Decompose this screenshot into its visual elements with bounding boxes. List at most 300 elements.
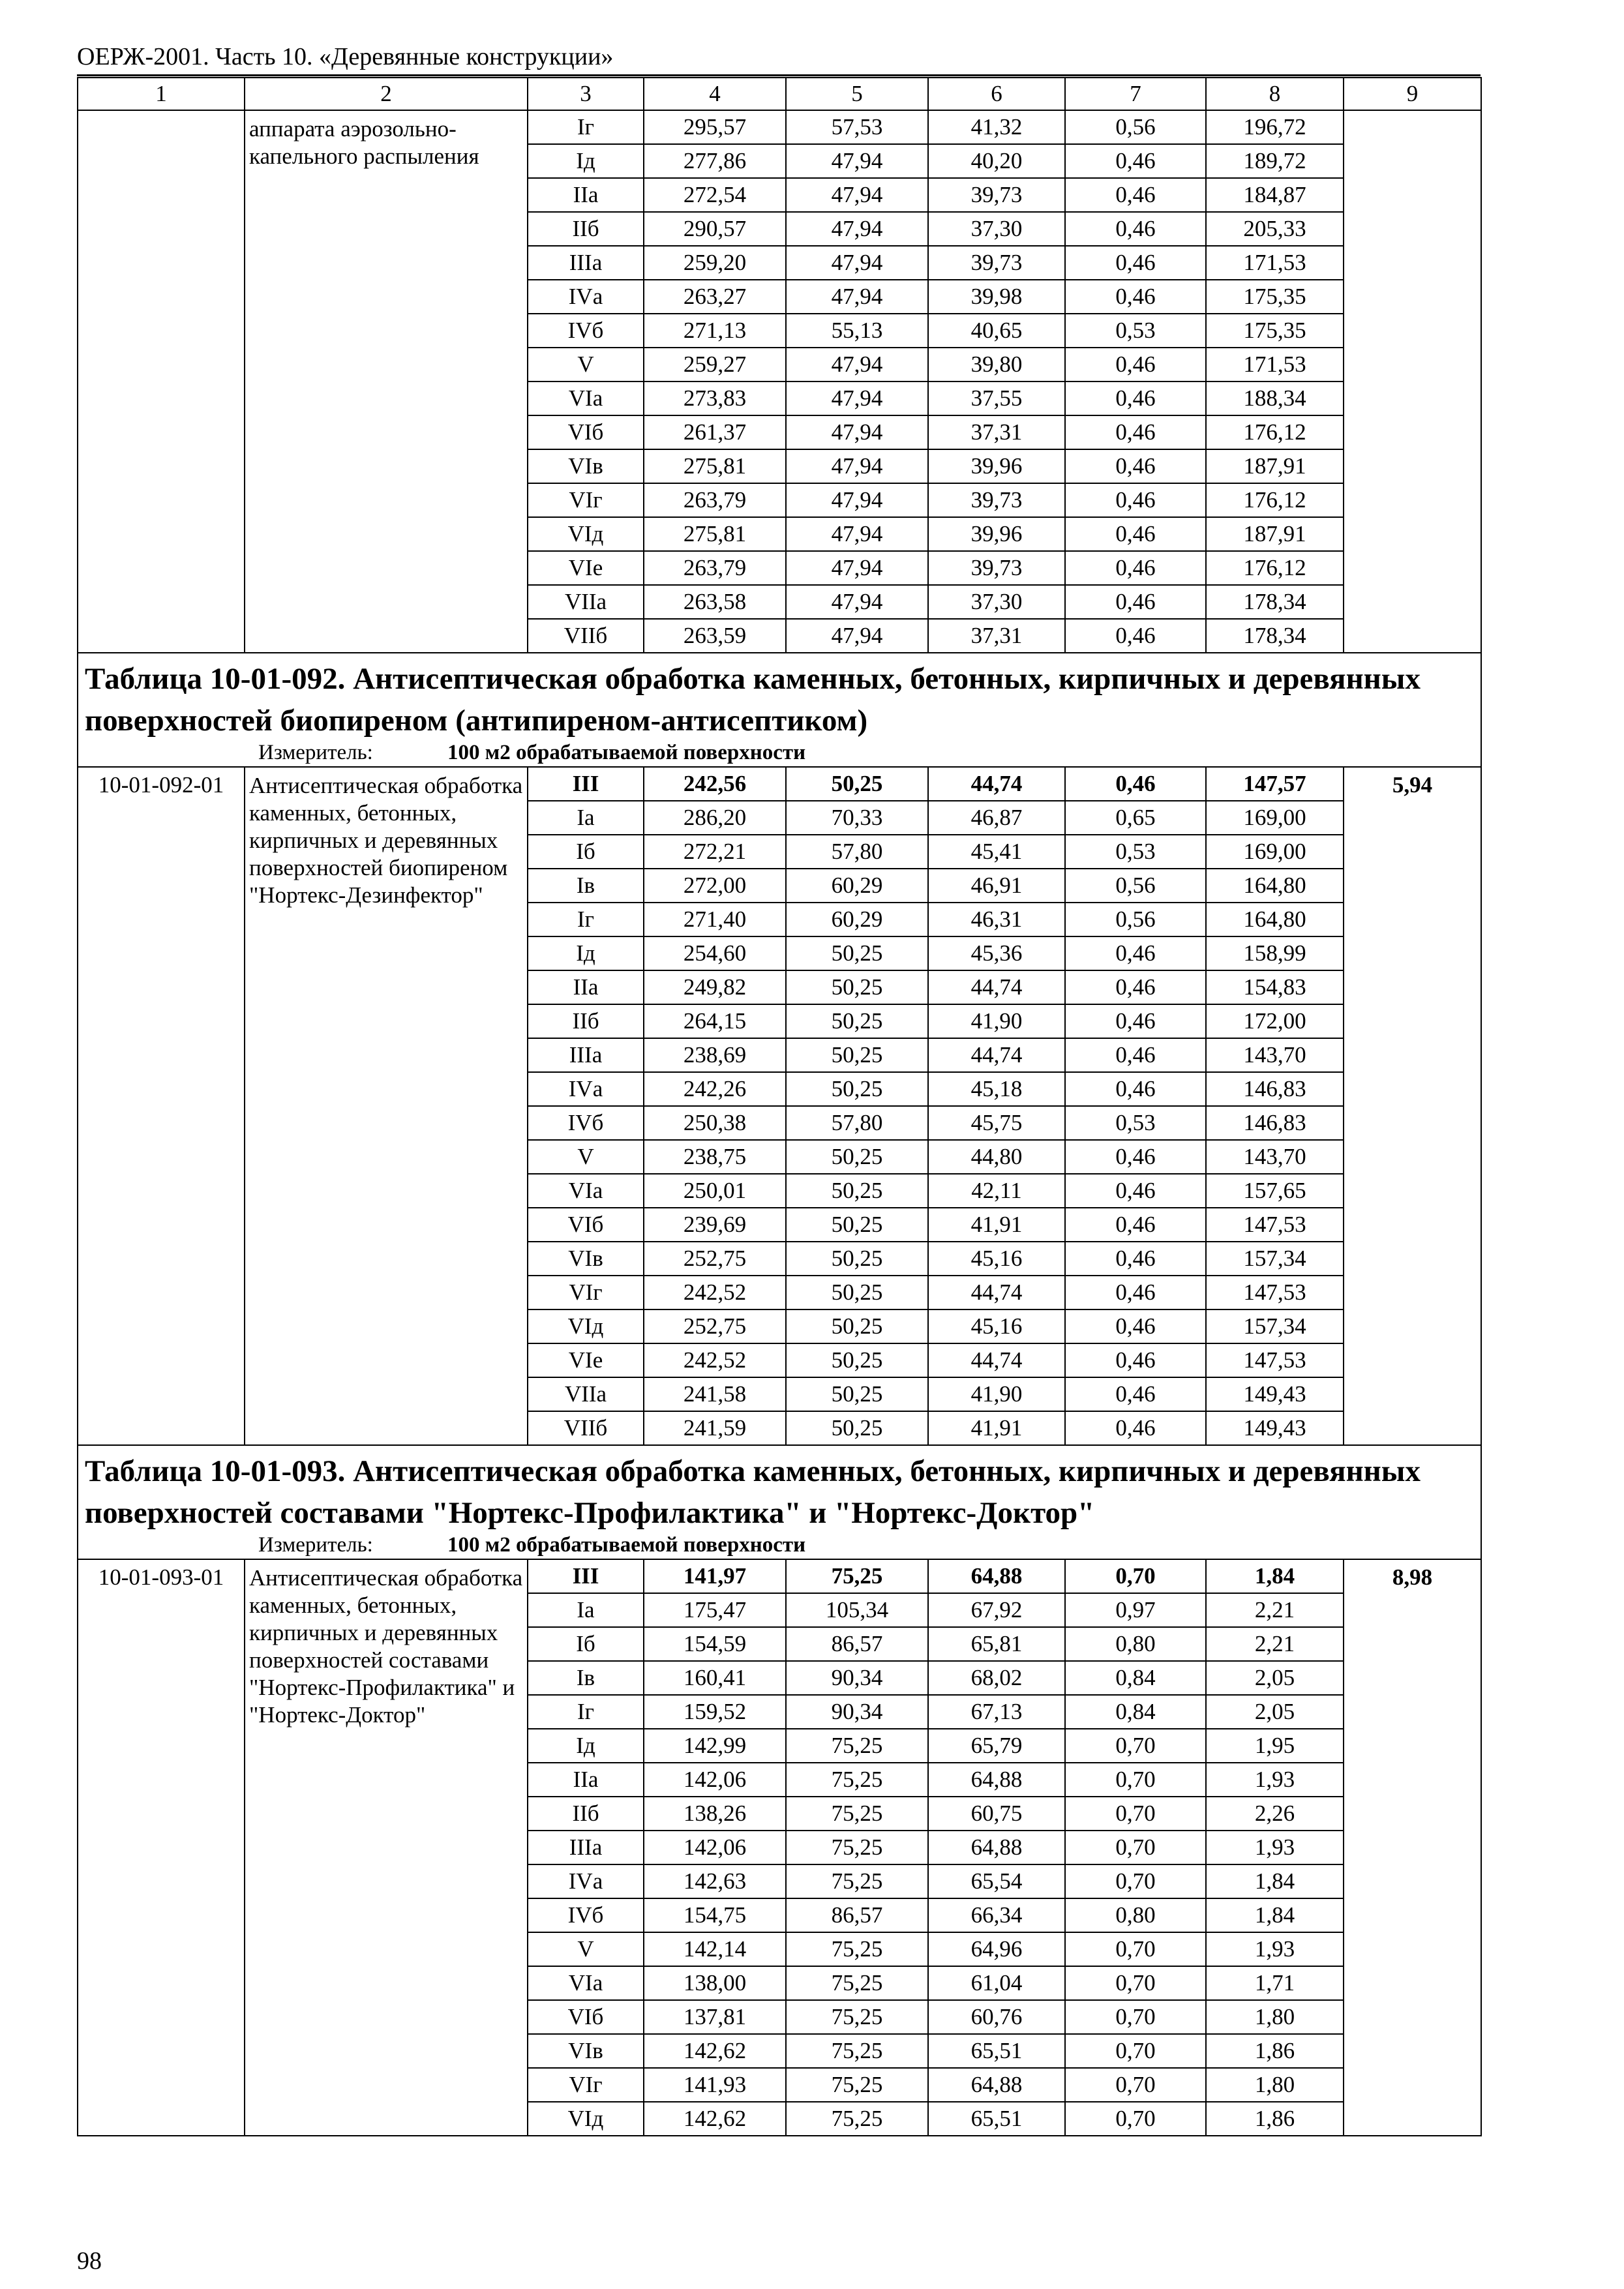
materials-cell: 2,21 [1206,1593,1344,1627]
wages-cell: 50,25 [786,1377,928,1411]
driver-wages-cell: 0,46 [1065,1174,1206,1208]
zone-cell: VIIа [528,1377,644,1411]
wages-cell: 50,25 [786,1004,928,1038]
driver-wages-cell: 0,97 [1065,1593,1206,1627]
rate-extra [1344,110,1481,653]
wages-cell: 57,53 [786,110,928,144]
rates-table [77,77,1482,2136]
total-cost-cell: 242,52 [644,1276,786,1309]
zone-cell: VIд [528,2102,644,2136]
measurement-value: 100 м2 обрабатываемой поверхности [447,1533,806,1557]
wages-cell: 90,34 [786,1661,928,1695]
column-number: 3 [528,78,644,110]
wages-cell: 47,94 [786,178,928,212]
machines-cell: 65,54 [928,1864,1065,1898]
machines-cell: 45,18 [928,1072,1065,1106]
total-cost-cell: 249,82 [644,970,786,1004]
wages-cell: 60,29 [786,903,928,936]
machines-cell: 46,91 [928,869,1065,903]
driver-wages-cell: 0,53 [1065,314,1206,348]
machines-cell: 37,31 [928,619,1065,653]
wages-cell: 47,94 [786,585,928,619]
wages-cell: 75,25 [786,1559,928,1593]
driver-wages-cell: 0,46 [1065,1208,1206,1242]
total-cost-cell: 264,15 [644,1004,786,1038]
column-number: 2 [245,78,528,110]
zone-cell: VIа [528,1966,644,2000]
driver-wages-cell: 0,70 [1065,1966,1206,2000]
driver-wages-cell: 0,46 [1065,382,1206,415]
zone-cell: VIг [528,1276,644,1309]
total-cost-cell: 142,06 [644,1763,786,1797]
driver-wages-cell: 0,46 [1065,280,1206,314]
materials-cell: 175,35 [1206,314,1344,348]
wages-cell: 47,94 [786,246,928,280]
zone-cell: VIа [528,1174,644,1208]
materials-cell: 1,95 [1206,1729,1344,1763]
zone-cell: Iг [528,903,644,936]
driver-wages-cell: 0,46 [1065,212,1206,246]
materials-cell: 157,65 [1206,1174,1344,1208]
total-cost-cell: 261,37 [644,415,786,449]
materials-cell: 1,93 [1206,1763,1344,1797]
materials-cell: 205,33 [1206,212,1344,246]
total-cost-cell: 242,52 [644,1343,786,1377]
total-cost-cell: 290,57 [644,212,786,246]
column-number: 5 [786,78,928,110]
rate-main-row [78,767,1481,801]
materials-cell: 157,34 [1206,1242,1344,1276]
rate-code: 10-01-092-01 [78,767,245,1445]
driver-wages-cell: 0,46 [1065,619,1206,653]
wages-cell: 60,29 [786,869,928,903]
total-cost-cell: 242,26 [644,1072,786,1106]
materials-cell: 147,57 [1206,767,1344,801]
wages-cell: 47,94 [786,483,928,517]
wages-cell: 47,94 [786,619,928,653]
machines-cell: 39,73 [928,178,1065,212]
machines-cell: 44,74 [928,1343,1065,1377]
materials-cell: 143,70 [1206,1038,1344,1072]
machines-cell: 40,20 [928,144,1065,178]
wages-cell: 47,94 [786,348,928,382]
zone-cell: IIб [528,1004,644,1038]
total-cost-cell: 273,83 [644,382,786,415]
wages-cell: 50,25 [786,1411,928,1445]
driver-wages-cell: 0,70 [1065,1729,1206,1763]
driver-wages-cell: 0,46 [1065,1343,1206,1377]
zone-cell: IIIа [528,246,644,280]
machines-cell: 45,16 [928,1309,1065,1343]
materials-cell: 184,87 [1206,178,1344,212]
zone-cell: IVа [528,280,644,314]
materials-cell: 178,34 [1206,585,1344,619]
driver-wages-cell: 0,46 [1065,585,1206,619]
total-cost-cell: 250,01 [644,1174,786,1208]
total-cost-cell: 141,97 [644,1559,786,1593]
total-cost-cell: 142,14 [644,1932,786,1966]
zone-cell: IIб [528,212,644,246]
machines-cell: 44,80 [928,1140,1065,1174]
machines-cell: 60,76 [928,2000,1065,2034]
zone-cell: VIе [528,551,644,585]
materials-cell: 178,34 [1206,619,1344,653]
wages-cell: 90,34 [786,1695,928,1729]
machines-cell: 41,91 [928,1208,1065,1242]
driver-wages-cell: 0,46 [1065,1140,1206,1174]
wages-cell: 75,25 [786,2068,928,2102]
total-cost-cell: 241,59 [644,1411,786,1445]
driver-wages-cell: 0,70 [1065,1797,1206,1831]
machines-cell: 37,30 [928,212,1065,246]
zone-cell: VIIб [528,619,644,653]
zone-cell: VIб [528,1208,644,1242]
machines-cell: 39,80 [928,348,1065,382]
machines-cell: 65,81 [928,1627,1065,1661]
total-cost-cell: 250,38 [644,1106,786,1140]
zone-cell: Iб [528,835,644,869]
driver-wages-cell: 0,56 [1065,869,1206,903]
materials-cell: 1,84 [1206,1898,1344,1932]
wages-cell: 57,80 [786,835,928,869]
wages-cell: 75,25 [786,2034,928,2068]
wages-cell: 47,94 [786,212,928,246]
wages-cell: 50,25 [786,1208,928,1242]
driver-wages-cell: 0,46 [1065,1072,1206,1106]
column-number: 7 [1065,78,1206,110]
driver-wages-cell: 0,70 [1065,1932,1206,1966]
machines-cell: 44,74 [928,1276,1065,1309]
zone-cell: VIг [528,483,644,517]
total-cost-cell: 138,26 [644,1797,786,1831]
column-number: 8 [1206,78,1344,110]
driver-wages-cell: 0,70 [1065,1831,1206,1864]
materials-cell: 149,43 [1206,1411,1344,1445]
measurement-label: Измеритель: [258,741,373,764]
wages-cell: 75,25 [786,2102,928,2136]
table-title-cell [78,653,1481,767]
wages-cell: 105,34 [786,1593,928,1627]
driver-wages-cell: 0,53 [1065,835,1206,869]
rate-extra: 8,98 [1344,1559,1481,2136]
total-cost-cell: 259,20 [644,246,786,280]
column-number: 1 [78,78,245,110]
total-cost-cell: 138,00 [644,1966,786,2000]
driver-wages-cell: 0,70 [1065,2034,1206,2068]
machines-cell: 44,74 [928,1038,1065,1072]
wages-cell: 55,13 [786,314,928,348]
zone-cell: Iв [528,869,644,903]
machines-cell: 44,74 [928,970,1065,1004]
materials-cell: 175,35 [1206,280,1344,314]
driver-wages-cell: 0,46 [1065,246,1206,280]
total-cost-cell: 154,59 [644,1627,786,1661]
driver-wages-cell: 0,46 [1065,970,1206,1004]
total-cost-cell: 252,75 [644,1309,786,1343]
total-cost-cell: 239,69 [644,1208,786,1242]
materials-cell: 196,72 [1206,110,1344,144]
zone-cell: IIа [528,1763,644,1797]
measurement-label: Измеритель: [258,1533,373,1557]
wages-cell: 50,25 [786,1309,928,1343]
wages-cell: 50,25 [786,1140,928,1174]
total-cost-cell: 272,54 [644,178,786,212]
total-cost-cell: 263,79 [644,551,786,585]
wages-cell: 50,25 [786,1343,928,1377]
zone-cell: IIб [528,1797,644,1831]
wages-cell: 50,25 [786,1038,928,1072]
materials-cell: 147,53 [1206,1343,1344,1377]
table-title: Таблица 10-01-092. Антисептическая обработка каменных, бетонных, кирпичных и деревянных поверхностей биопиреном (антипиреном-антисептиком) [85,662,1421,738]
wages-cell: 50,25 [786,1276,928,1309]
materials-cell: 1,80 [1206,2000,1344,2034]
machines-cell: 64,88 [928,1831,1065,1864]
running-header: ОЕРЖ-2001. Часть 10. «Деревянные конструкции» [77,43,614,70]
total-cost-cell: 142,99 [644,1729,786,1763]
table-title-row [78,1445,1481,1559]
rate-name: аппарата аэрозольно-капельного распыления [245,110,528,653]
zone-cell: VIIб [528,1411,644,1445]
zone-cell: Iг [528,110,644,144]
materials-cell: 169,00 [1206,801,1344,835]
materials-cell: 147,53 [1206,1208,1344,1242]
materials-cell: 164,80 [1206,869,1344,903]
materials-cell: 1,93 [1206,1932,1344,1966]
zone-cell: IIIа [528,1831,644,1864]
rate-code [78,110,245,653]
zone-cell: VIд [528,1309,644,1343]
machines-cell: 40,65 [928,314,1065,348]
machines-cell: 45,75 [928,1106,1065,1140]
materials-cell: 176,12 [1206,415,1344,449]
total-cost-cell: 142,62 [644,2102,786,2136]
wages-cell: 86,57 [786,1627,928,1661]
materials-cell: 169,00 [1206,835,1344,869]
column-number: 9 [1344,78,1481,110]
driver-wages-cell: 0,80 [1065,1627,1206,1661]
total-cost-cell: 271,40 [644,903,786,936]
materials-cell: 158,99 [1206,936,1344,970]
driver-wages-cell: 0,46 [1065,1309,1206,1343]
machines-cell: 41,90 [928,1377,1065,1411]
measurement-unit [85,1533,1475,1557]
total-cost-cell: 275,81 [644,449,786,483]
machines-cell: 64,88 [928,1763,1065,1797]
materials-cell: 1,84 [1206,1559,1344,1593]
zone-cell: VIб [528,2000,644,2034]
wages-cell: 50,25 [786,970,928,1004]
total-cost-cell: 137,81 [644,2000,786,2034]
zone-cell: III [528,1559,644,1593]
materials-cell: 187,91 [1206,517,1344,551]
total-cost-cell: 241,58 [644,1377,786,1411]
machines-cell: 41,91 [928,1411,1065,1445]
zone-cell: Iд [528,144,644,178]
total-cost-cell: 142,63 [644,1864,786,1898]
machines-cell: 45,41 [928,835,1065,869]
zone-cell: Iб [528,1627,644,1661]
column-number: 6 [928,78,1065,110]
wages-cell: 75,25 [786,1966,928,2000]
wages-cell: 47,94 [786,551,928,585]
materials-cell: 187,91 [1206,449,1344,483]
total-cost-cell: 272,00 [644,869,786,903]
machines-cell: 39,73 [928,246,1065,280]
zone-cell: V [528,1140,644,1174]
wages-cell: 50,25 [786,936,928,970]
zone-cell: IIа [528,178,644,212]
total-cost-cell: 286,20 [644,801,786,835]
materials-cell: 176,12 [1206,551,1344,585]
total-cost-cell: 254,60 [644,936,786,970]
materials-cell: 149,43 [1206,1377,1344,1411]
driver-wages-cell: 0,70 [1065,2000,1206,2034]
driver-wages-cell: 0,84 [1065,1661,1206,1695]
materials-cell: 2,05 [1206,1661,1344,1695]
materials-cell: 1,86 [1206,2034,1344,2068]
zone-cell: IIа [528,970,644,1004]
materials-cell: 146,83 [1206,1072,1344,1106]
machines-cell: 37,31 [928,415,1065,449]
wages-cell: 70,33 [786,801,928,835]
wages-cell: 50,25 [786,767,928,801]
materials-cell: 147,53 [1206,1276,1344,1309]
rate-code: 10-01-093-01 [78,1559,245,2136]
total-cost-cell: 252,75 [644,1242,786,1276]
wages-cell: 47,94 [786,517,928,551]
zone-cell: Iд [528,936,644,970]
machines-cell: 39,73 [928,551,1065,585]
total-cost-cell: 160,41 [644,1661,786,1695]
wages-cell: 57,80 [786,1106,928,1140]
table-title: Таблица 10-01-093. Антисептическая обработка каменных, бетонных, кирпичных и деревянных поверхностей составами "Нортекс-Профилактика" и "Нортекс-Доктор" [85,1454,1421,1530]
zone-cell: VIа [528,382,644,415]
zone-cell: IVб [528,314,644,348]
machines-cell: 65,79 [928,1729,1065,1763]
zone-cell: VIд [528,517,644,551]
materials-cell: 146,83 [1206,1106,1344,1140]
machines-cell: 41,32 [928,110,1065,144]
header-rule [77,74,1481,76]
page-number: 98 [77,2247,102,2275]
machines-cell: 66,34 [928,1898,1065,1932]
total-cost-cell: 263,27 [644,280,786,314]
machines-cell: 65,51 [928,2034,1065,2068]
driver-wages-cell: 0,53 [1065,1106,1206,1140]
total-cost-cell: 238,75 [644,1140,786,1174]
machines-cell: 39,73 [928,483,1065,517]
driver-wages-cell: 0,46 [1065,178,1206,212]
machines-cell: 45,36 [928,936,1065,970]
machines-cell: 39,96 [928,449,1065,483]
zone-cell: Iг [528,1695,644,1729]
driver-wages-cell: 0,46 [1065,767,1206,801]
driver-wages-cell: 0,56 [1065,903,1206,936]
wages-cell: 47,94 [786,449,928,483]
driver-wages-cell: 0,46 [1065,449,1206,483]
machines-cell: 64,88 [928,2068,1065,2102]
driver-wages-cell: 0,46 [1065,936,1206,970]
materials-cell: 2,26 [1206,1797,1344,1831]
materials-cell: 1,84 [1206,1864,1344,1898]
machines-cell: 37,55 [928,382,1065,415]
total-cost-cell: 263,58 [644,585,786,619]
driver-wages-cell: 0,46 [1065,144,1206,178]
total-cost-cell: 141,93 [644,2068,786,2102]
driver-wages-cell: 0,46 [1065,1038,1206,1072]
materials-cell: 164,80 [1206,903,1344,936]
table-title-cell [78,1445,1481,1559]
rate-name: Антисептическая обработка каменных, бетонных, кирпичных и деревянных поверхностей биопиреном "Нортекс-Дезинфектор" [245,767,528,1445]
zone-cell: VIе [528,1343,644,1377]
materials-cell: 172,00 [1206,1004,1344,1038]
zone-cell: Iа [528,1593,644,1627]
driver-wages-cell: 0,84 [1065,1695,1206,1729]
table-title-row [78,653,1481,767]
total-cost-cell: 154,75 [644,1898,786,1932]
zone-cell: VIв [528,449,644,483]
materials-cell: 171,53 [1206,246,1344,280]
rate-name: Антисептическая обработка каменных, бетонных, кирпичных и деревянных поверхностей составами "Нортекс-Профилактика" и "Нортекс-Доктор" [245,1559,528,2136]
machines-cell: 61,04 [928,1966,1065,2000]
total-cost-cell: 175,47 [644,1593,786,1627]
total-cost-cell: 142,62 [644,2034,786,2068]
driver-wages-cell: 0,46 [1065,1411,1206,1445]
zone-cell: VIIа [528,585,644,619]
driver-wages-cell: 0,46 [1065,483,1206,517]
wages-cell: 75,25 [786,1831,928,1864]
wages-cell: 50,25 [786,1242,928,1276]
total-cost-cell: 272,21 [644,835,786,869]
zone-cell: V [528,348,644,382]
wages-cell: 75,25 [786,1932,928,1966]
driver-wages-cell: 0,46 [1065,551,1206,585]
machines-cell: 64,88 [928,1559,1065,1593]
machines-cell: 64,96 [928,1932,1065,1966]
zone-cell: IIIа [528,1038,644,1072]
total-cost-cell: 259,27 [644,348,786,382]
driver-wages-cell: 0,56 [1065,110,1206,144]
zone-cell: IVа [528,1072,644,1106]
materials-cell: 1,71 [1206,1966,1344,2000]
machines-cell: 67,13 [928,1695,1065,1729]
wages-cell: 86,57 [786,1898,928,1932]
total-cost-cell: 271,13 [644,314,786,348]
wages-cell: 75,25 [786,1729,928,1763]
machines-cell: 41,90 [928,1004,1065,1038]
driver-wages-cell: 0,70 [1065,1763,1206,1797]
zone-cell: VIб [528,415,644,449]
zone-cell: VIв [528,2034,644,2068]
total-cost-cell: 159,52 [644,1695,786,1729]
zone-cell: IVа [528,1864,644,1898]
machines-cell: 46,31 [928,903,1065,936]
materials-cell: 143,70 [1206,1140,1344,1174]
machines-cell: 42,11 [928,1174,1065,1208]
machines-cell: 37,30 [928,585,1065,619]
driver-wages-cell: 0,80 [1065,1898,1206,1932]
wages-cell: 50,25 [786,1174,928,1208]
wages-cell: 75,25 [786,1797,928,1831]
zone-cell: VIг [528,2068,644,2102]
driver-wages-cell: 0,46 [1065,1004,1206,1038]
total-cost-cell: 295,57 [644,110,786,144]
machines-cell: 46,87 [928,801,1065,835]
materials-cell: 1,80 [1206,2068,1344,2102]
wages-cell: 75,25 [786,1864,928,1898]
materials-cell: 154,83 [1206,970,1344,1004]
zone-cell: Iд [528,1729,644,1763]
